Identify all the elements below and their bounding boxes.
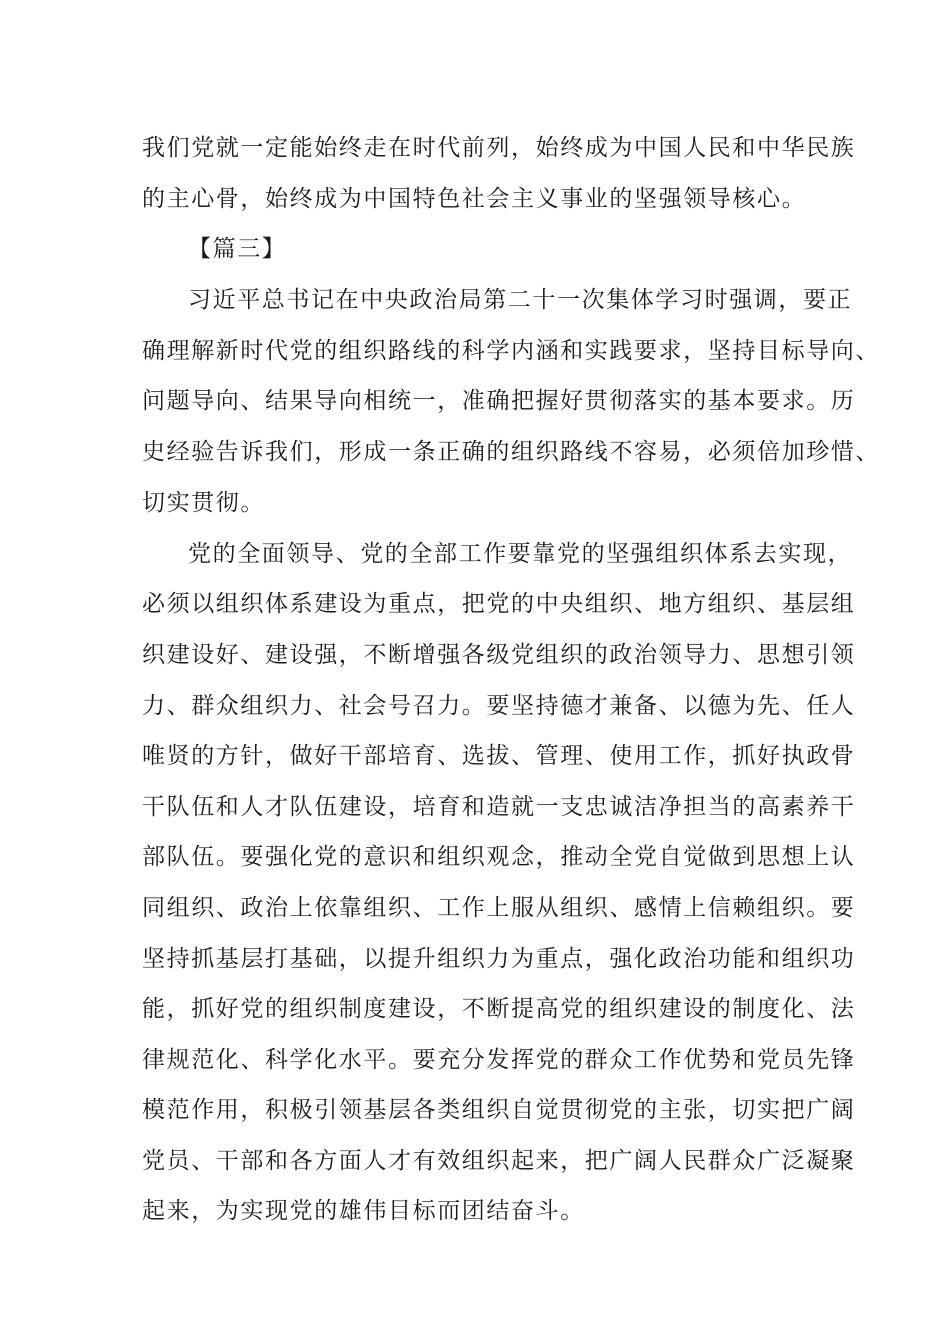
text-line-11: 力、群众组织力、社会号召力。要坚持德才兼备、以德为先、任人 — [142, 693, 856, 719]
text-line-6: 史经验告诉我们，形成一条正确的组织路线不容易，必须倍加珍惜、 — [142, 439, 880, 465]
text-line-5: 问题导向、结果导向相统一，准确把握好贯彻落实的基本要求。历 — [142, 388, 856, 414]
text-line-14: 部队伍。要强化党的意识和组织观念，推动全党自觉做到思想上认 — [142, 844, 856, 870]
text-line-19: 模范作用，积极引领基层各类组织自觉贯彻党的主张，切实把广阔 — [142, 1097, 856, 1123]
text-line-12: 唯贤的方针，做好干部培育、选拔、管理、使用工作，抓好执政骨 — [142, 743, 856, 769]
text-line-1: 我们党就一定能始终走在时代前列，始终成为中国人民和中华民族 — [142, 135, 856, 161]
text-line-8: 党的全面领导、党的全部工作要靠党的坚强组织体系去实现， — [188, 541, 853, 567]
text-line-13: 干队伍和人才队伍建设，培育和造就一支忠诚洁净担当的高素养干 — [142, 794, 856, 820]
text-line-4: 确理解新时代党的组织路线的科学内涵和实践要求，坚持目标导向、 — [142, 338, 880, 364]
text-line-9: 必须以组织体系建设为重点，把党的中央组织、地方组织、基层组 — [142, 591, 856, 617]
text-line-18: 律规范化、科学化水平。要充分发挥党的群众工作优势和党员先锋 — [142, 1047, 856, 1073]
text-line-20: 党员、干部和各方面人才有效组织起来，把广阔人民群众广泛凝聚 — [142, 1148, 856, 1174]
text-line-16: 坚持抓基层打基础，以提升组织力为重点，强化政治功能和组织功 — [142, 946, 856, 972]
text-line-2: 的主心骨，始终成为中国特色社会主义事业的坚强领导核心。 — [142, 186, 807, 212]
section-heading: 【篇三】 — [188, 236, 287, 262]
text-line-10: 织建设好、建设强，不断增强各级党组织的政治领导力、思想引领 — [142, 642, 856, 668]
text-line-3: 习近平总书记在中央政治局第二十一次集体学习时强调，要正 — [188, 287, 853, 313]
text-line-15: 同组织、政治上依靠组织、工作上服从组织、感情上信赖组织。要 — [142, 895, 856, 921]
text-line-17: 能，抓好党的组织制度建设，不断提高党的组织建设的制度化、法 — [142, 996, 856, 1022]
text-line-21: 起来，为实现党的雄伟目标而团结奋斗。 — [142, 1198, 585, 1224]
text-line-7: 切实贯彻。 — [142, 490, 265, 516]
